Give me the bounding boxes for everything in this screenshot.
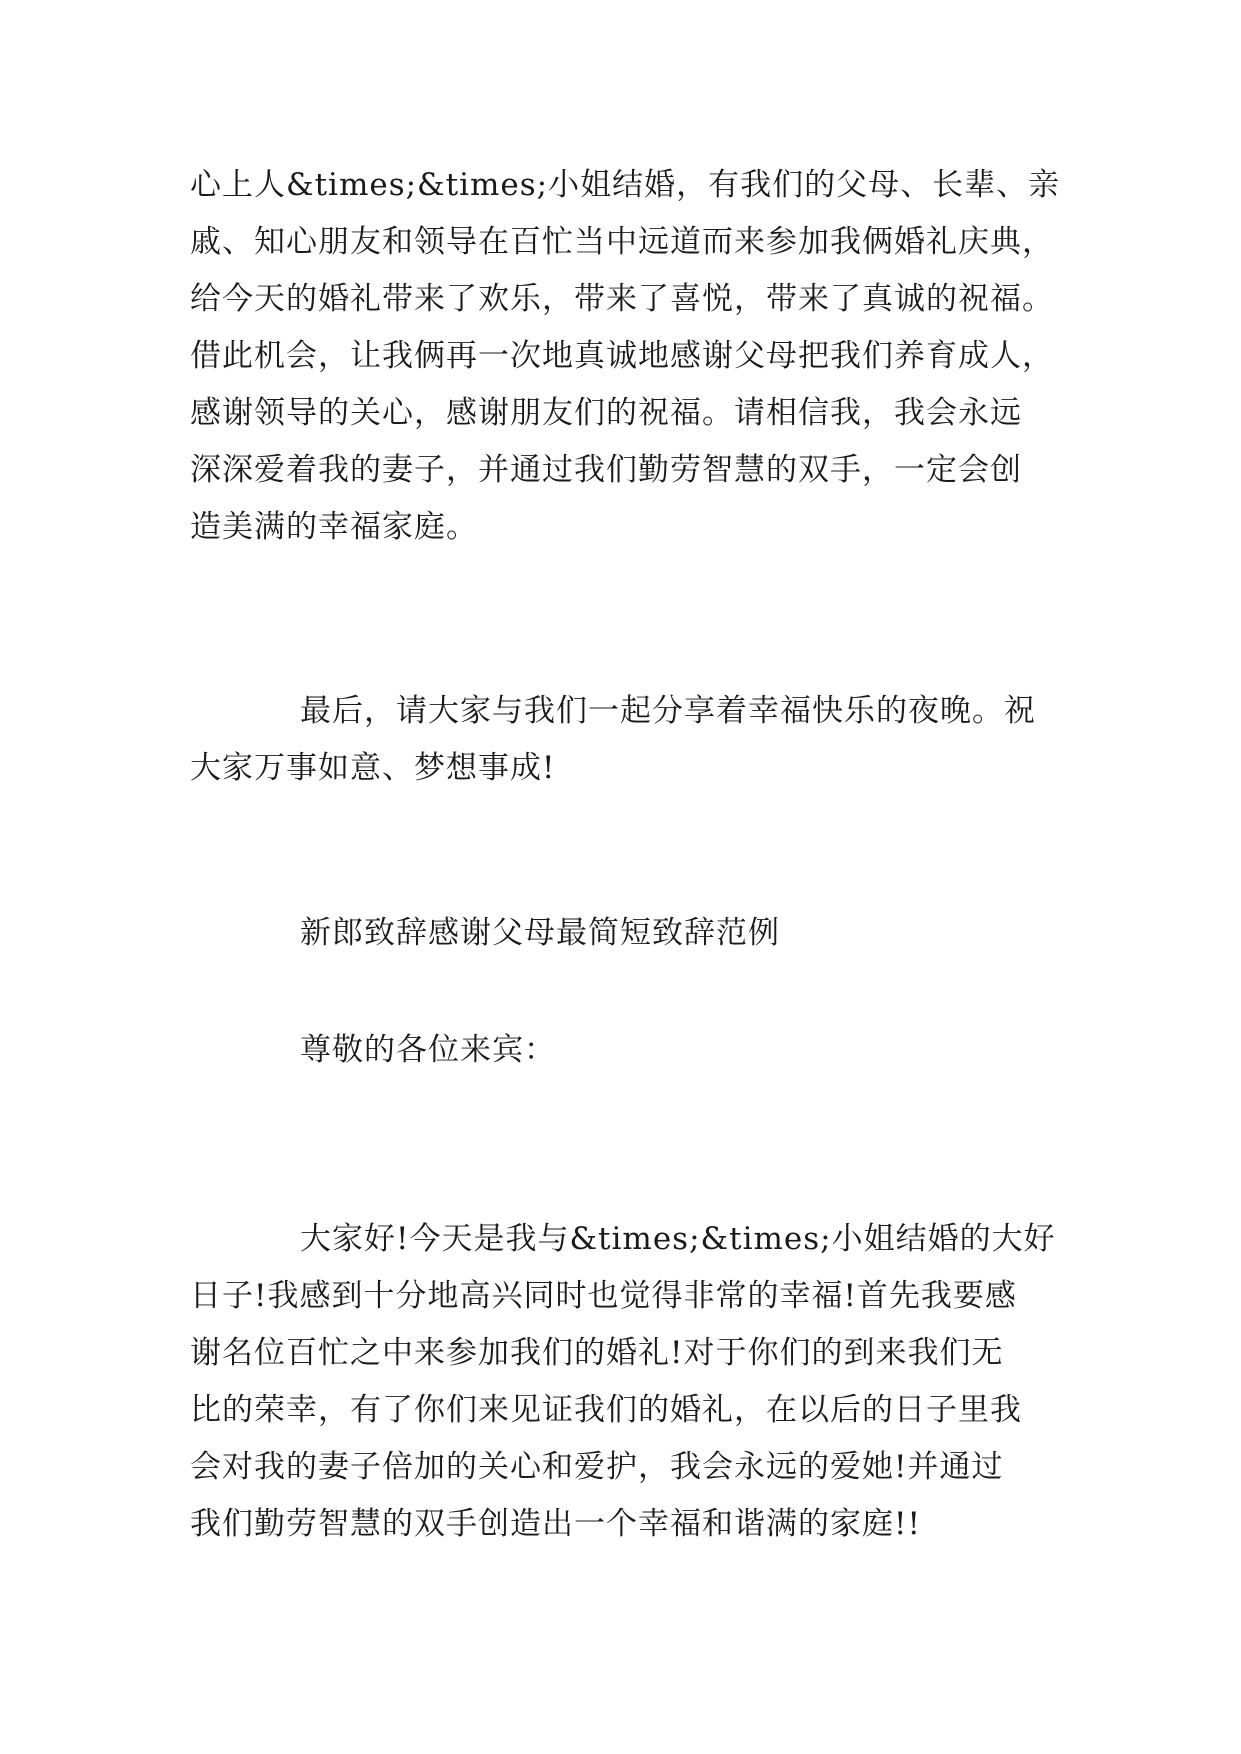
paragraph-line: 大家万事如意、梦想事成!: [190, 750, 556, 786]
paragraph-line: 大家好!今天是我与&times;&times;小姐结婚的大好: [300, 1221, 1056, 1257]
paragraph-3: [190, 1211, 1070, 1553]
paragraph-line: 给今天的婚礼带来了欢乐，带来了喜悦，带来了真诚的祝福。: [190, 281, 1054, 317]
paragraph-line: 日子!我感到十分地高兴同时也觉得非常的幸福!首先我要感: [190, 1278, 1017, 1314]
paragraph-line: 感谢领导的关心，感谢朋友们的祝福。请相信我，我会永远: [190, 395, 1022, 431]
paragraph-1: [190, 157, 1070, 556]
salutation-text: 尊敬的各位来宾：: [300, 1032, 556, 1068]
paragraph-line: 造美满的幸福家庭。: [190, 509, 478, 545]
section-title: [190, 905, 1070, 962]
paragraph-line: 心上人&times;&times;小姐结婚，有我们的父母、长辈、亲: [190, 167, 1061, 203]
paragraph-line: 最后，请大家与我们一起分享着幸福快乐的夜晚。祝: [300, 693, 1036, 729]
paragraph-line: 会对我的妻子倍加的关心和爱护，我会永远的爱她!并通过: [190, 1449, 1004, 1485]
paragraph-line: 谢名位百忙之中来参加我们的婚礼!对于你们的到来我们无: [190, 1335, 1004, 1371]
paragraph-2: [190, 683, 1070, 797]
paragraph-line: 戚、知心朋友和领导在百忙当中远道而来参加我俩婚礼庆典，: [190, 224, 1054, 260]
paragraph-line: 深深爱着我的妻子，并通过我们勤劳智慧的双手，一定会创: [190, 452, 1022, 488]
section-title-text: 新郎致辞感谢父母最简短致辞范例: [300, 915, 780, 951]
paragraph-line: 比的荣幸，有了你们来见证我们的婚礼，在以后的日子里我: [190, 1392, 1022, 1428]
salutation: [190, 1022, 1070, 1079]
paragraph-line: 借此机会，让我俩再一次地真诚地感谢父母把我们养育成人，: [190, 338, 1054, 374]
paragraph-line: 我们勤劳智慧的双手创造出一个幸福和谐满的家庭!!: [190, 1506, 921, 1542]
